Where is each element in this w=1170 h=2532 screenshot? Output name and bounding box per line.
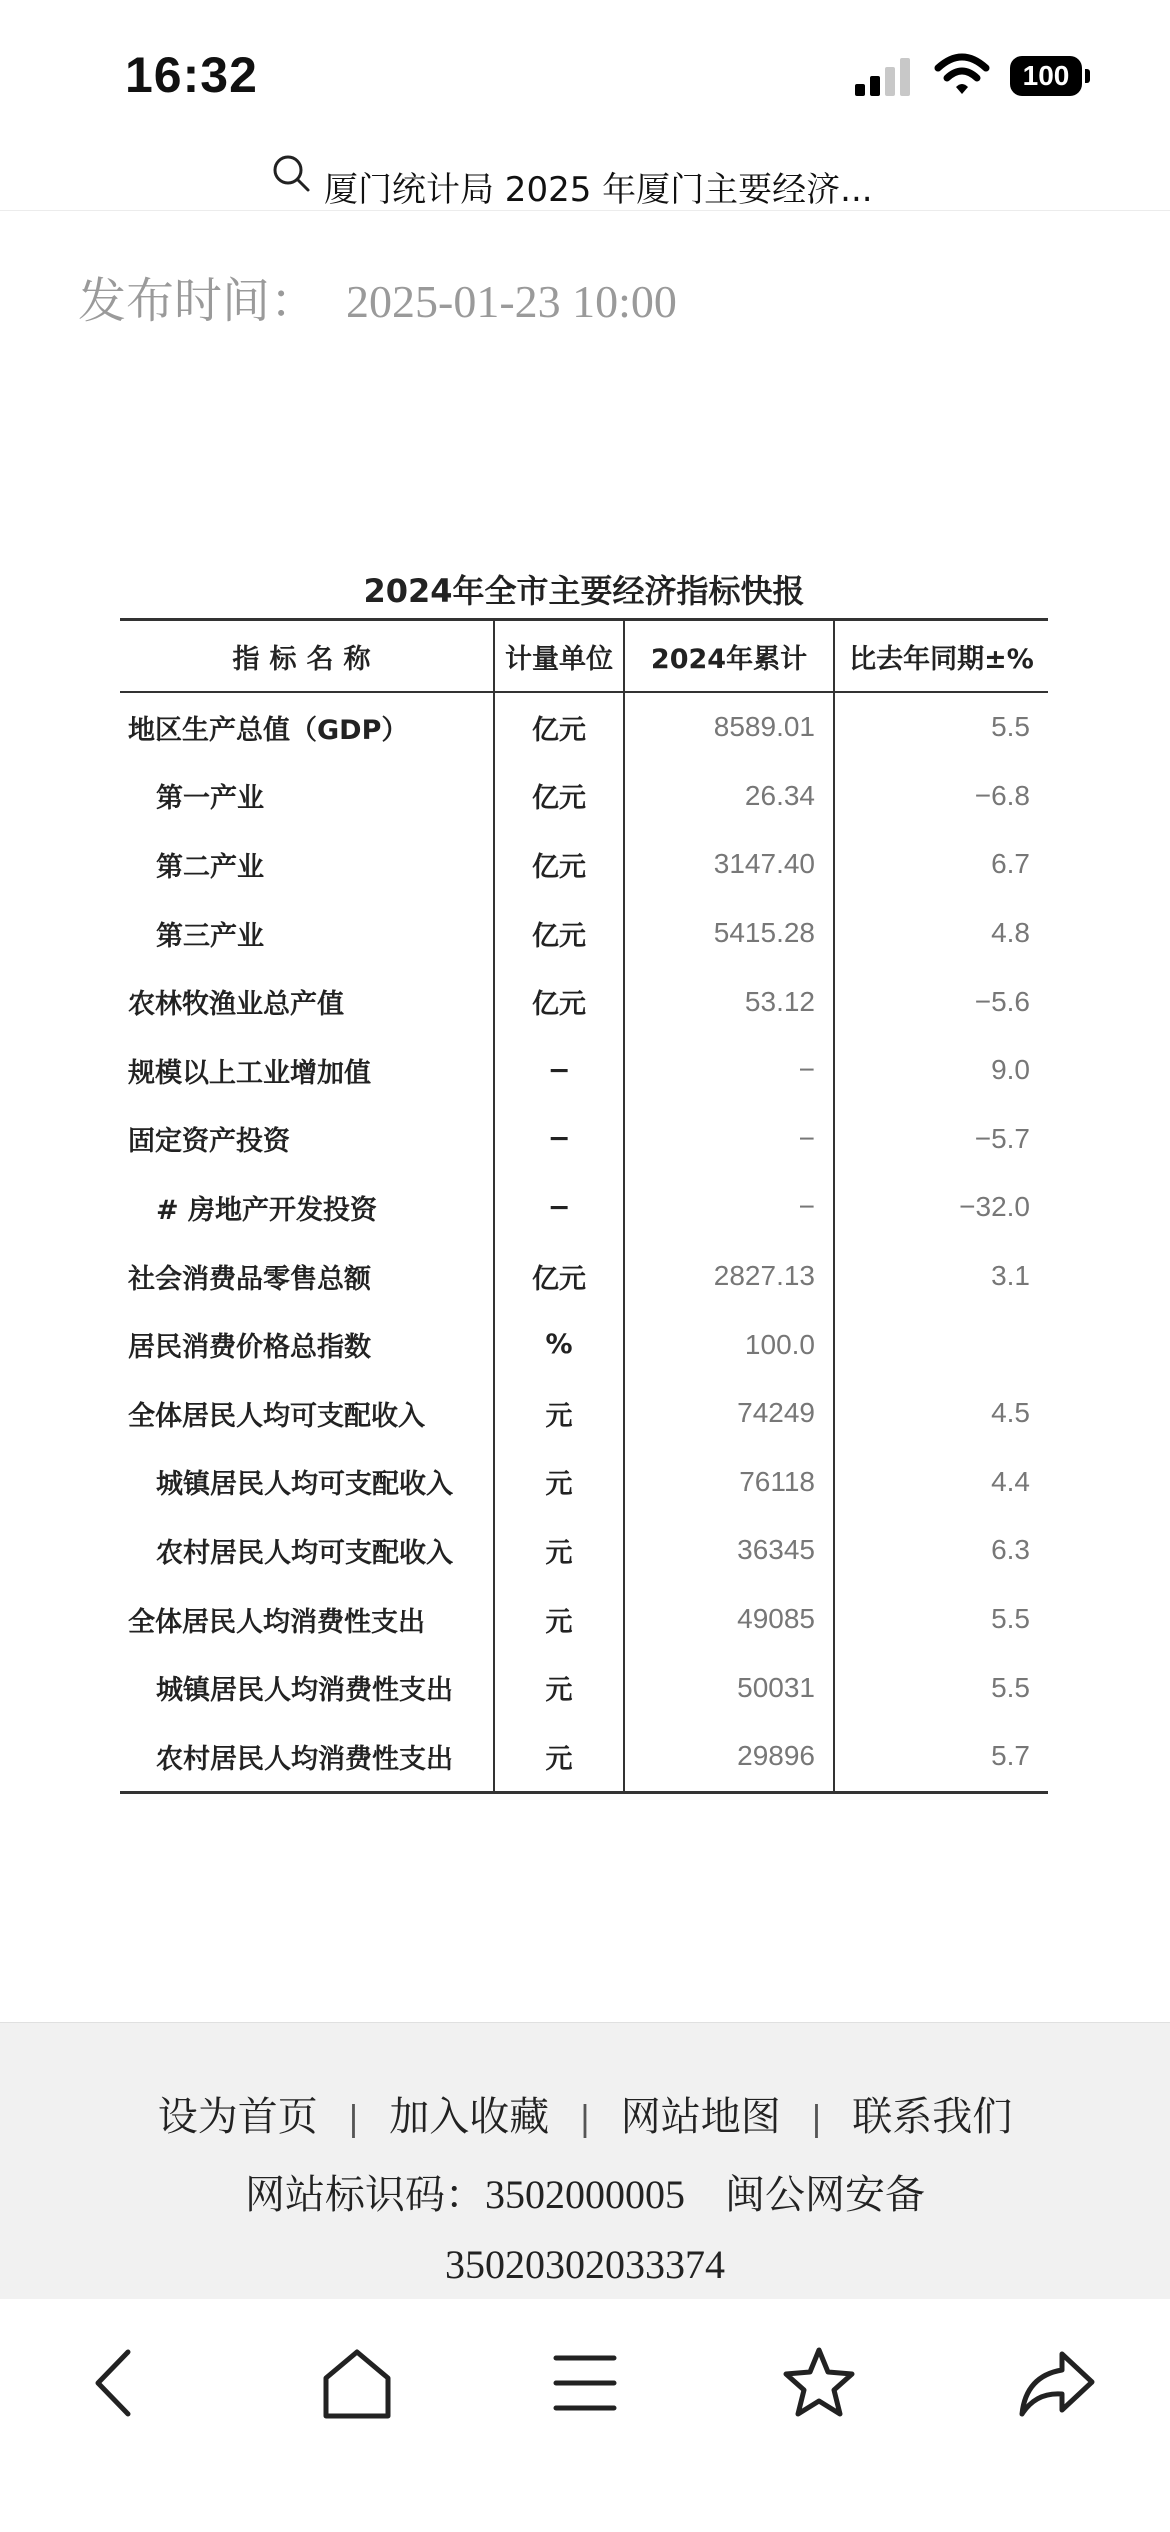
footer-separator: | xyxy=(579,2099,591,2139)
table-row xyxy=(120,1173,1048,1242)
wifi-icon xyxy=(934,52,990,96)
row-value: 36345 xyxy=(624,1516,834,1585)
table-header-row xyxy=(120,620,1048,693)
row-change: −32.0 xyxy=(959,1191,1030,1223)
table-row xyxy=(120,967,1048,1036)
header-value: 2024年累计 xyxy=(624,620,834,693)
table-row xyxy=(120,1105,1048,1174)
row-value: 26.34 xyxy=(624,762,834,831)
row-change: −5.6 xyxy=(974,985,1030,1017)
row-change: 4.8 xyxy=(991,917,1030,949)
battery-tip xyxy=(1085,69,1090,83)
row-value: − xyxy=(624,1173,834,1242)
site-id-value: 3502000005 xyxy=(485,2172,685,2217)
icp-number[interactable]: 35020302033374 xyxy=(445,2242,725,2287)
home-icon xyxy=(312,2338,402,2428)
table-row xyxy=(120,1653,1048,1722)
status-bar xyxy=(0,0,1170,150)
footer-separator: | xyxy=(810,2099,823,2139)
back-icon xyxy=(72,2338,162,2428)
address-bar[interactable] xyxy=(0,150,1170,211)
row-change: −5.7 xyxy=(974,1122,1030,1154)
publish-label: 发布时间： xyxy=(78,273,319,329)
row-value: 8589.01 xyxy=(624,692,834,762)
table-row xyxy=(120,1036,1048,1105)
row-change: 6.7 xyxy=(991,848,1030,880)
bookmark-button[interactable] xyxy=(774,2338,864,2428)
back-button[interactable] xyxy=(72,2338,162,2428)
row-unit: 元 xyxy=(494,1585,624,1654)
row-change: 6.3 xyxy=(991,1534,1030,1566)
site-id-label: 网站标识码： xyxy=(245,2172,485,2218)
row-value: 76118 xyxy=(624,1448,834,1517)
row-unit: 亿元 xyxy=(494,899,624,968)
row-value: 3147.40 xyxy=(624,830,834,899)
row-value: − xyxy=(624,1105,834,1174)
table-row xyxy=(120,1242,1048,1311)
row-unit: 亿元 xyxy=(494,762,624,831)
table-row xyxy=(120,899,1048,968)
row-value: 49085 xyxy=(624,1585,834,1654)
footer-link-sitemap[interactable]: 网站地图 xyxy=(620,2094,781,2140)
row-change: 5.5 xyxy=(991,1671,1030,1703)
table-row xyxy=(120,762,1048,831)
row-unit: 亿元 xyxy=(494,967,624,1036)
icp-label[interactable]: 闽公网安备 xyxy=(725,2172,925,2218)
table-row xyxy=(120,1585,1048,1654)
table-title: 2024年全市主要经济指标快报 xyxy=(363,572,805,610)
publish-time xyxy=(78,262,677,331)
battery-icon: 100 xyxy=(1010,56,1082,96)
row-name: 地区生产总值（GDP） xyxy=(120,692,494,762)
footer-link-add-favorite[interactable]: 加入收藏 xyxy=(389,2094,550,2140)
browser-toolbar xyxy=(0,2300,1170,2532)
menu-icon xyxy=(540,2338,630,2428)
row-name: 居民消费价格总指数 xyxy=(120,1310,494,1379)
row-unit: % xyxy=(494,1310,624,1379)
site-footer xyxy=(0,2022,1170,2299)
footer-link-set-homepage[interactable]: 设为首页 xyxy=(157,2094,318,2140)
row-name: 农村居民人均消费性支出 xyxy=(120,1722,494,1792)
row-unit: 元 xyxy=(494,1516,624,1585)
home-button[interactable] xyxy=(312,2338,402,2428)
row-change: 4.5 xyxy=(991,1397,1030,1429)
header-change: 比去年同期±% xyxy=(834,620,1048,693)
footer-links xyxy=(0,2085,1170,2142)
row-change: 5.5 xyxy=(991,1603,1030,1635)
share-button[interactable] xyxy=(1012,2338,1102,2428)
row-unit: 元 xyxy=(494,1653,624,1722)
row-unit: − xyxy=(494,1105,624,1174)
header-unit: 计量单位 xyxy=(494,620,624,693)
row-name: # 房地产开发投资 xyxy=(120,1173,494,1242)
row-name: 农村居民人均可支配收入 xyxy=(120,1516,494,1585)
row-unit: − xyxy=(494,1173,624,1242)
row-name: 规模以上工业增加值 xyxy=(120,1036,494,1105)
footer-separator: | xyxy=(347,2099,360,2139)
menu-button[interactable] xyxy=(540,2338,630,2428)
table-row xyxy=(120,1722,1048,1792)
table-row xyxy=(120,1516,1048,1585)
cellular-signal-icon xyxy=(853,56,913,96)
row-unit: 亿元 xyxy=(494,830,624,899)
row-value: 5415.28 xyxy=(624,899,834,968)
row-name: 城镇居民人均可支配收入 xyxy=(120,1448,494,1517)
row-name: 全体居民人均可支配收入 xyxy=(120,1379,494,1448)
publish-value: 2025-01-23 10:00 xyxy=(346,276,677,327)
row-change: −6.8 xyxy=(974,779,1030,811)
row-name: 第一产业 xyxy=(120,762,494,831)
row-change xyxy=(834,1310,1048,1379)
row-unit: 元 xyxy=(494,1722,624,1792)
row-change: 5.5 xyxy=(991,711,1030,743)
row-value: 2827.13 xyxy=(624,1242,834,1311)
row-name: 第二产业 xyxy=(120,830,494,899)
row-unit: 亿元 xyxy=(494,692,624,762)
search-icon xyxy=(270,152,312,194)
row-name: 城镇居民人均消费性支出 xyxy=(120,1653,494,1722)
row-value: 50031 xyxy=(624,1653,834,1722)
share-icon xyxy=(1012,2338,1102,2428)
row-value: 74249 xyxy=(624,1379,834,1448)
star-icon xyxy=(774,2338,864,2428)
row-name: 第三产业 xyxy=(120,899,494,968)
row-name: 社会消费品零售总额 xyxy=(120,1242,494,1311)
footer-site-id xyxy=(0,2163,1170,2220)
row-name: 固定资产投资 xyxy=(120,1105,494,1174)
table-row xyxy=(120,1379,1048,1448)
row-value: 100.0 xyxy=(624,1310,834,1379)
row-value: 53.12 xyxy=(624,967,834,1036)
table-row xyxy=(120,692,1048,762)
row-name: 全体居民人均消费性支出 xyxy=(120,1585,494,1654)
row-value: 29896 xyxy=(624,1722,834,1792)
row-value: − xyxy=(624,1036,834,1105)
table-row xyxy=(120,1310,1048,1379)
row-name: 农林牧渔业总产值 xyxy=(120,967,494,1036)
address-text[interactable]: 厦门统计局 2025 年厦门主要经济... xyxy=(324,170,873,210)
row-unit: 亿元 xyxy=(494,1242,624,1311)
row-unit: − xyxy=(494,1036,624,1105)
row-change: 4.4 xyxy=(991,1465,1030,1497)
footer-link-contact[interactable]: 联系我们 xyxy=(852,2094,1013,2140)
row-unit: 元 xyxy=(494,1448,624,1517)
row-change: 5.7 xyxy=(991,1740,1030,1772)
table-row xyxy=(120,1448,1048,1517)
stats-table xyxy=(120,618,1048,1794)
row-change: 3.1 xyxy=(991,1260,1030,1292)
header-name: 指标名称 xyxy=(120,620,494,693)
row-unit: 元 xyxy=(494,1379,624,1448)
row-change: 9.0 xyxy=(991,1054,1030,1086)
table-row xyxy=(120,830,1048,899)
status-time: 16:32 xyxy=(125,47,258,103)
